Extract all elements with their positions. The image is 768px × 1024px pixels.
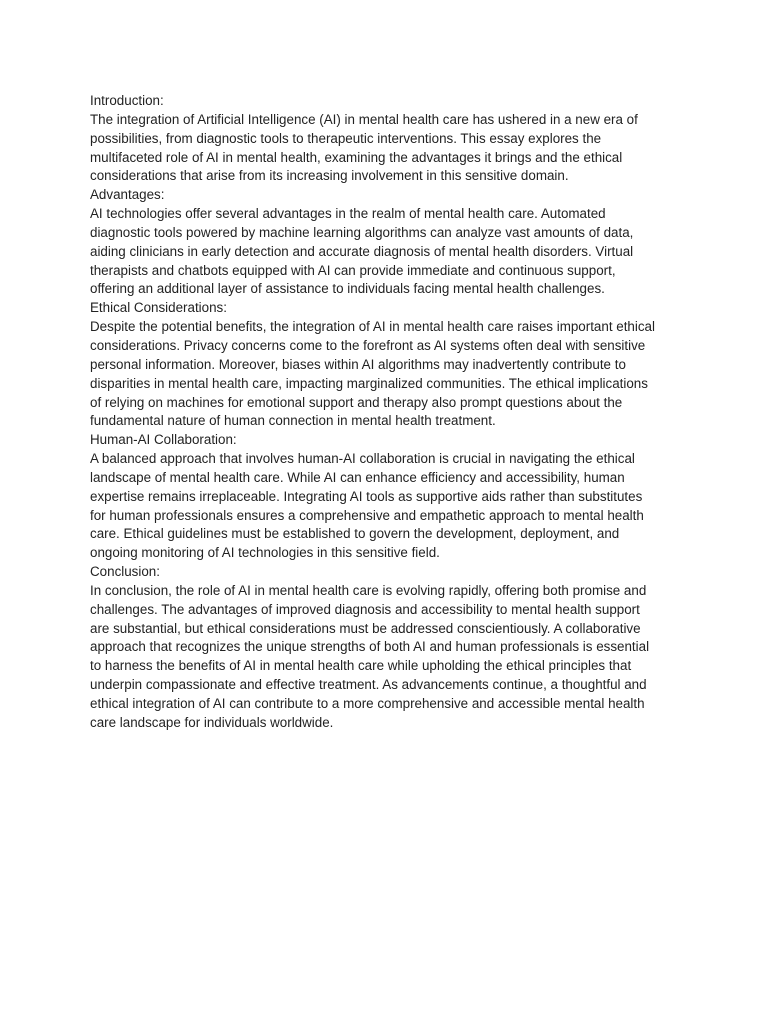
section-introduction — [90, 92, 680, 186]
paragraph-line: ongoing monitoring of AI technologies in this sensitive field. — [90, 545, 440, 561]
paragraph-line: aiding clinicians in early detection and accurate diagnosis of mental health disorders. Virtual — [90, 243, 634, 259]
paragraph-line: multifaceted role of AI in mental health, examining the advantages it brings and the ethical — [90, 149, 623, 165]
section-heading: Introduction: — [90, 93, 164, 108]
paragraph-line: underpin compassionate and effective treatment. As advancements continue, a thoughtful and — [90, 677, 647, 693]
paragraph-line: In conclusion, the role of AI in mental health care is evolving rapidly, offering both promise and — [90, 582, 647, 598]
section-human-ai-collaboration — [90, 431, 680, 563]
paragraph-line: considerations that arise from its increasing involvement in this sensitive domain. — [90, 168, 569, 184]
paragraph-line: AI technologies offer several advantages in the realm of mental health care. Automated — [90, 206, 606, 222]
paragraph-line: The integration of Artificial Intelligence (AI) in mental health care has ushered in a new era of — [90, 111, 638, 127]
paragraph-line: fundamental nature of human connection in mental health treatment. — [90, 413, 496, 429]
paragraph-line: possibilities, from diagnostic tools to therapeutic interventions. This essay explores the — [90, 130, 602, 146]
section-heading: Conclusion: — [90, 564, 160, 580]
paragraph-line: personal information. Moreover, biases within AI algorithms may inadvertently contribute to — [90, 356, 626, 372]
paragraph-line: challenges. The advantages of improved diagnosis and accessibility to mental health support — [90, 601, 640, 617]
paragraph-line: ethical integration of AI can contribute to a more comprehensive and accessible mental health — [90, 696, 645, 711]
paragraph-line: are substantial, but ethical considerations must be addressed conscientiously. A collaborative — [90, 620, 641, 636]
paragraph-line: considerations. Privacy concerns come to the forefront as AI systems often deal with sensitive — [90, 337, 646, 353]
section-heading: Advantages: — [90, 187, 165, 203]
paragraph-line: of relying on machines for emotional support and therapy also prompt questions about the — [90, 394, 623, 410]
section-heading: Human-AI Collaboration: — [90, 432, 237, 448]
paragraph-line: landscape of mental health care. While AI can enhance efficiency and accessibility, human — [90, 469, 625, 485]
paragraph-line: for human professionals ensures a comprehensive and empathetic approach to mental health — [90, 507, 644, 523]
paragraph-line: offering an additional layer of assistance to individuals facing mental health challenges. — [90, 281, 605, 297]
document-body — [90, 92, 680, 733]
paragraph-line: approach that recognizes the unique strengths of both AI and human professionals is essential — [90, 639, 650, 655]
paragraph-line: A balanced approach that involves human-AI collaboration is crucial in navigating the ethical — [90, 451, 635, 467]
section-advantages — [90, 186, 680, 299]
section-conclusion — [90, 563, 680, 733]
paragraph-line: diagnostic tools powered by machine learning algorithms can analyze vast amounts of data, — [90, 224, 634, 240]
paragraph-line: care landscape for individuals worldwide. — [90, 714, 334, 730]
paragraph-line: therapists and chatbots equipped with AI can provide immediate and continuous support, — [90, 262, 616, 278]
paragraph-line: disparities in mental health care, impacting marginalized communities. The ethical implications — [90, 375, 648, 391]
section-heading: Ethical Considerations: — [90, 300, 227, 316]
section-ethical-considerations — [90, 299, 680, 431]
paragraph-line: to harness the benefits of AI in mental health care while upholding the ethical principles that — [90, 658, 632, 674]
paragraph-line: expertise remains irreplaceable. Integrating AI tools as supportive aids rather than substitutes — [90, 488, 643, 504]
paragraph-line: Despite the potential benefits, the integration of AI in mental health care raises important ethical — [90, 319, 655, 335]
paragraph-line: care. Ethical guidelines must be established to govern the development, deployment, and — [90, 526, 620, 542]
